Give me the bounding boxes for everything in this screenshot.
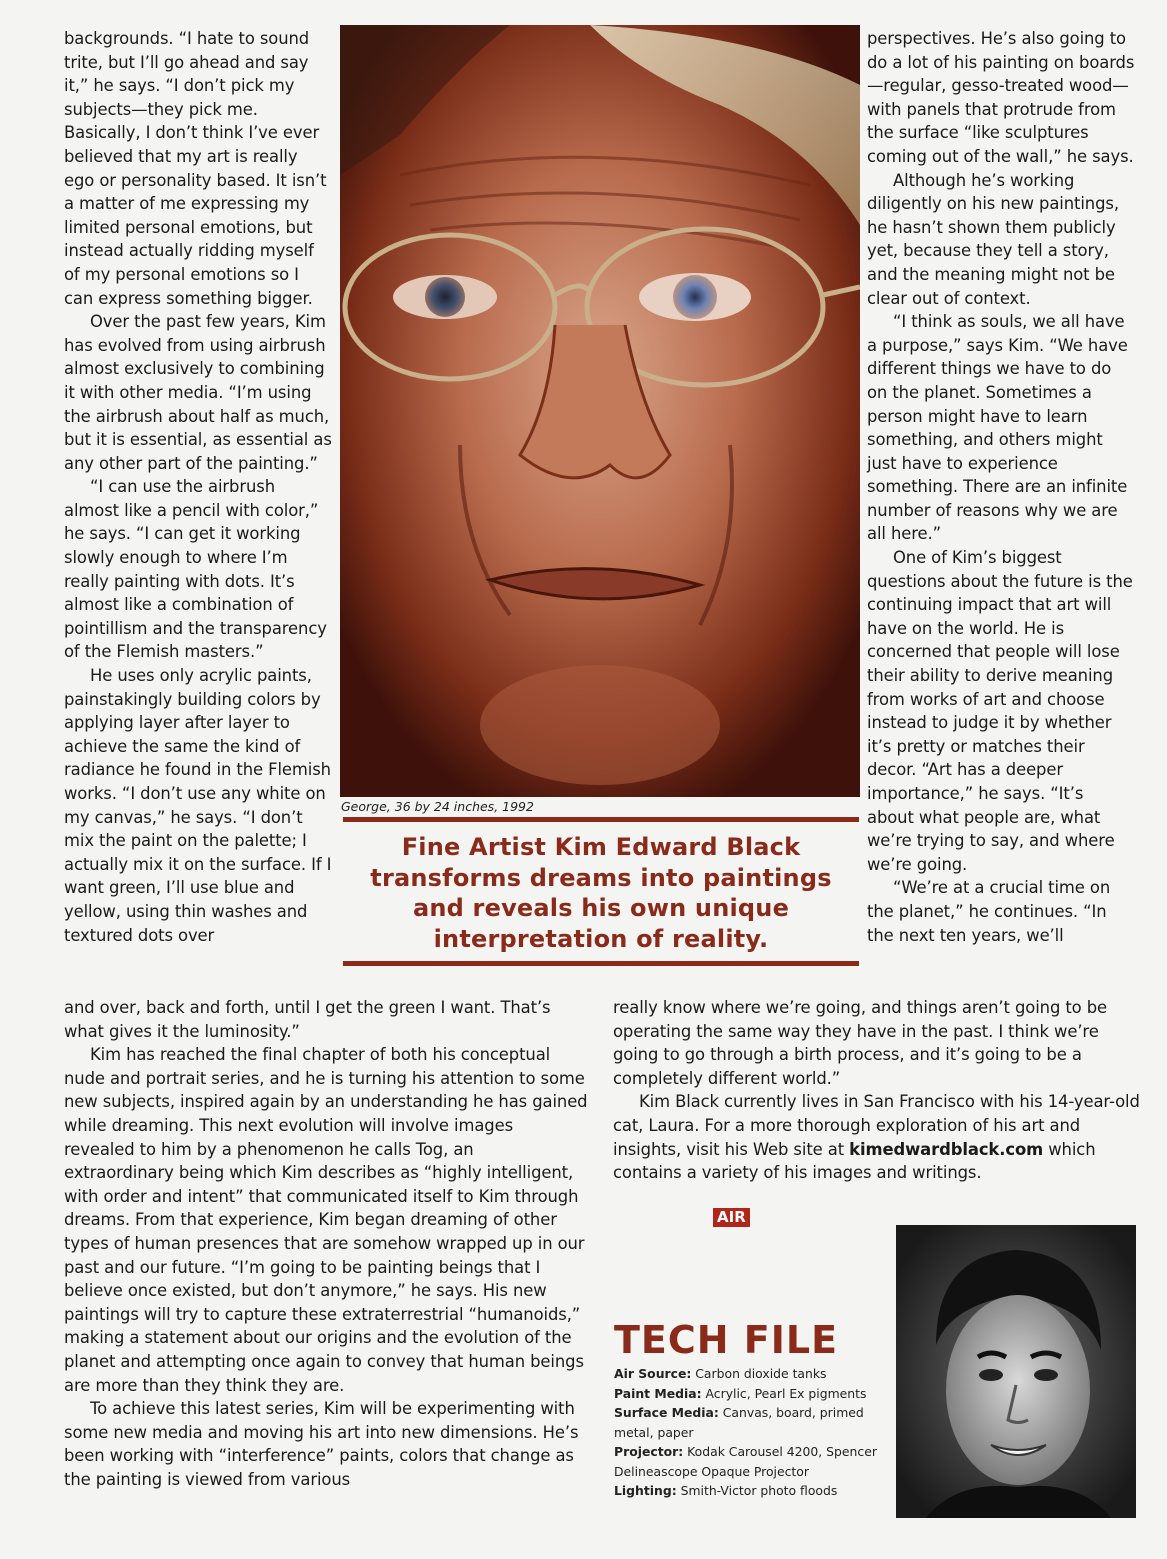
painting-caption: George, 36 by 24 inches, 1992 bbox=[341, 799, 534, 814]
paragraph-tail: which contains a variety of his images and writings. bbox=[613, 1139, 1096, 1183]
portrait-painting bbox=[340, 25, 860, 797]
tech-value: Acrylic, Pearl Ex pigments bbox=[701, 1385, 867, 1401]
paragraph bbox=[613, 1090, 1143, 1184]
tech-file-title: TECH FILE bbox=[614, 1318, 839, 1362]
tech-item bbox=[614, 1403, 894, 1442]
tech-item bbox=[614, 1442, 894, 1481]
tech-item bbox=[614, 1364, 894, 1384]
paragraph: and over, back and forth, until I get the green I want. That’s what gives it the luminosity.” bbox=[64, 998, 551, 1041]
article-column-right bbox=[867, 27, 1135, 947]
paragraph: backgrounds. “I hate to sound trite, but I’ll go ahead and say it,” he says. “I don’t pick my subjects—they pick me. Basically, I don’t think I’ve ever believed that my art is really ego or personality based. It isn’t a matter of me expressing my limited personal emotions, but instead actually ridding myself of my personal emotions so I can express something bigger. bbox=[64, 29, 327, 308]
paragraph: “We’re at a crucial time on the planet,” he continues. “In the next ten years, we’ll bbox=[867, 878, 1111, 945]
air-end-badge: AIR bbox=[713, 1208, 750, 1227]
paragraph: perspectives. He’s also going to do a lot of his painting on boards—regular, gesso-treated wood—with panels that protrude from the surface “like sculptures coming out of the wall,” he says. bbox=[867, 29, 1135, 166]
paragraph: “I think as souls, we all have a purpose,” says Kim. “We have different things we have to do on the planet. Sometimes a person might have to learn something, and others might just have to experience something. There are an infinite number of reasons why we are all here.” bbox=[867, 312, 1128, 544]
paragraph: really know where we’re going, and things aren’t going to be operating the same way they have in the past. I think we’re going to go through a birth process, and it’s going to be a completely different world.” bbox=[613, 998, 1108, 1088]
paragraph: Although he’s working diligently on his new paintings, he hasn’t shown them publicly yet, because they tell a story, and the meaning might not be clear out of context. bbox=[867, 170, 1119, 308]
tech-label: Paint Media: bbox=[614, 1385, 702, 1401]
paragraph: “I can use the airbrush almost like a pencil with color,” he says. “I can get it working slowly enough to where I’m really painting with dots. It’s almost like a combination of pointillism and the transparency of the Flemish masters.” bbox=[64, 477, 327, 662]
paragraph: To achieve this latest series, Kim will be experimenting with some new media and moving his art into new dimensions. He’s been working with “interference” paints, colors that change as the painting is viewed from various bbox=[64, 1399, 579, 1489]
tech-value: Canvas, board, primed metal, paper bbox=[614, 1405, 864, 1440]
paragraph-text: Kim Black currently lives in San Francisco with his 14-year-old cat, Laura. For a more thorough exploration of his art and insights, visit his Web site at bbox=[613, 1092, 1140, 1159]
tech-value: Carbon dioxide tanks bbox=[691, 1366, 827, 1381]
tech-label: Surface Media: bbox=[614, 1405, 719, 1420]
artist-photo bbox=[896, 1225, 1136, 1518]
tech-item bbox=[614, 1481, 894, 1501]
article-column-left bbox=[64, 27, 332, 947]
top-rule bbox=[343, 817, 859, 822]
pull-quote: Fine Artist Kim Edward Black transforms dreams into paintings and reveals his own unique interpretation of reality. bbox=[370, 833, 832, 953]
artist-photo-illustration bbox=[896, 1225, 1136, 1518]
tech-value: Smith-Victor photo floods bbox=[676, 1483, 838, 1498]
tech-item bbox=[614, 1384, 894, 1404]
painting-illustration bbox=[340, 25, 860, 797]
article-column-bottom-left bbox=[64, 996, 588, 1491]
paragraph: One of Kim’s biggest questions about the future is the continuing impact that art will have on the world. He is concerned that people will lose their ability to derive meaning from works of art and choose instead to judge it by whether it’s pretty or matches their decor. “Art has a deeper importance,” he says. “It’s about what people are, what we’re trying to say, and where we’re going. bbox=[867, 548, 1133, 874]
paragraph: Kim has reached the final chapter of both his conceptual nude and portrait series, and he is turning his attention to some new subjects, inspired again by an understanding he has gained while dreaming. This next evolution will involve images revealed to him by a phenomenon he calls Tog, an extraordinary being which Kim describes as “highly intelligent, with order and intent” that communicated itself to Kim through dreams. From that experience, Kim began dreaming of other types of human presences that are somehow wrapped up in our past and our future. “I’m going to be painting beings that I believe once existed, but don’t anymore,” he says. His new paintings will try to capture these extraterrestrial “humanoids,” making a statement about our origins and the evolution of the planet and attempting once again to convey that human beings are more than they think they are. bbox=[64, 1045, 588, 1395]
paragraph: He uses only acrylic paints, painstakingly building colors by applying layer after layer to achieve the same the kind of radiance he found in the Flemish works. “I don’t use any white on my canvas,” he says. “I don’t mix the paint on the palette; I actually mix it on the surface. If I want green, I’ll use blue and yellow, using thin washes and textured dots over bbox=[64, 666, 332, 945]
article-column-bottom-right bbox=[613, 996, 1143, 1185]
tech-label: Projector: bbox=[614, 1444, 684, 1459]
tech-label: Lighting: bbox=[614, 1483, 677, 1498]
tech-label: Air Source: bbox=[614, 1366, 692, 1381]
bottom-rule bbox=[343, 961, 859, 966]
website-link[interactable]: kimedwardblack.com bbox=[849, 1139, 1044, 1159]
tech-value: Kodak Carousel 4200, Spencer Delineascope Opaque Projector bbox=[614, 1444, 877, 1479]
paragraph: Over the past few years, Kim has evolved from using airbrush almost exclusively to combining it with other media. “I’m using the airbrush about half as much, but it is essential, as essential as any other part of the painting.” bbox=[64, 312, 332, 473]
tech-file-list bbox=[614, 1364, 894, 1501]
